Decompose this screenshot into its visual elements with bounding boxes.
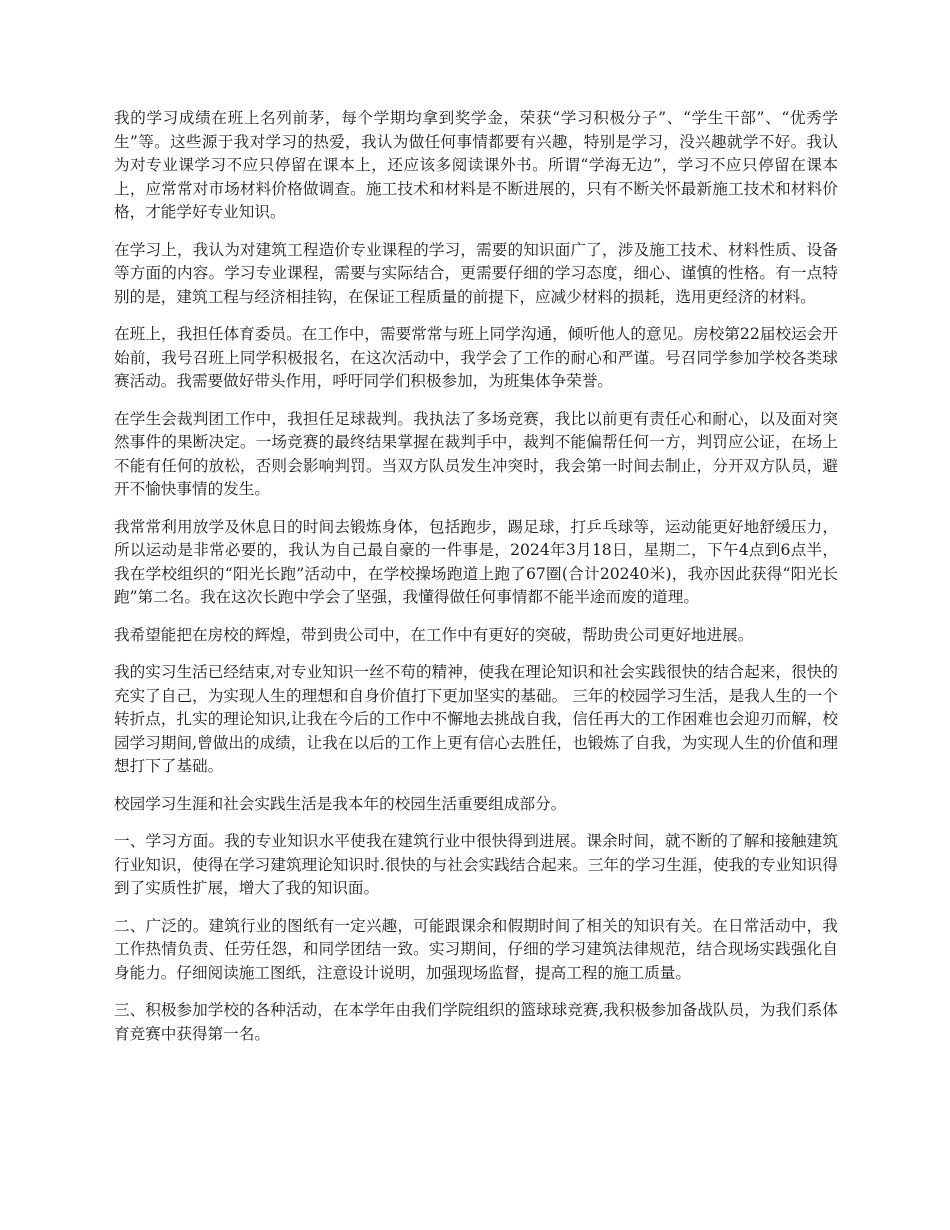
paragraph: 在班上，我担任体育委员。在工作中，需要常常与班上同学沟通，倾听他人的意见。房校第22届校运会开始前，我号召班上同学积极报名，在这次活动中，我学会了工作的耐心和严谨。号召同学参加学校各类球赛活动。我需要做好带头作用，呼吁同学们积极参加，为班集体争荣誉。 — [114, 325, 838, 390]
paragraph: 在学生会裁判团工作中，我担任足球裁判。我执法了多场竞赛，我比以前更有责任心和耐心，以及面对突然事件的果断决定。一场竞赛的最终结果掌握在裁判手中，裁判不能偏帮任何一方，判罚应公证，在场上不能有任何的放松，否则会影响判罚。当双方队员发生冲突时，我会第一时间去制止，分开双方队员，避开不愉快事情的发生。 — [114, 409, 838, 498]
paragraph: 我的学习成绩在班上名列前茅，每个学期均拿到奖学金，荣获“学习积极分子”、“学生干部”、“优秀学生”等。这些源于我对学习的热爱，我认为做任何事情都要有兴趣，特别是学习，没兴趣就学不好。我认为对专业课学习不应只停留在课本上，还应该多阅读课外书。所谓“学海无边”，学习不应只停留在课本上，应常常对市场材料价格做调查。施工技术和材料是不断进展的，只有不断关怀最新施工技术和材料价格，才能学好专业知识。 — [114, 109, 838, 221]
paragraph: 三、积极参加学校的各种活动，在本学年由我们学院组织的篮球球竞赛,我积极参加备战队员，为我们系体育竞赛中获得第一名。 — [114, 1001, 838, 1043]
paragraph: 我的实习生活已经结束,对专业知识一丝不苟的精神，使我在理论知识和社会实践很快的结合起来，很快的充实了自己，为实现人生的理想和自身价值打下更加坚实的基础。 三年的校园学习生活，是我人生的一个转折点，扎实的理论知识,让我在今后的工作中不懈地去挑战自我，信任再大的工作困难也会迎刃而解，校园学习期间,曾做出的成绩，让我在以后的工作上更有信心去胜任，也锻炼了自我，为实现人生的价值和理想打下了基础。 — [114, 663, 838, 775]
paragraph: 我常常利用放学及休息日的时间去锻炼身体，包括跑步，踢足球，打乒乓球等，运动能更好地舒缓压力，所以运动是非常必要的，我认为自己最自豪的一件事是，2024年3月18日，星期二，下午4点到6点半，我在学校组织的“阳光长跑”活动中，在学校操场跑道上跑了67圈(合计20240米)，我亦因此获得“阳光长跑”第二名。我在这次长跑中学会了坚强，我懂得做任何事情都不能半途而废的道理。 — [114, 517, 838, 606]
paragraph: 校园学习生涯和社会实践生活是我本年的校园生活重要组成部分。 — [114, 794, 567, 813]
document-body — [114, 107, 838, 1060]
paragraph: 在学习上，我认为对建筑工程造价专业课程的学习，需要的知识面广了，涉及施工技术、材料性质、设备等方面的内容。学习专业课程，需要与实际结合，更需要仔细的学习态度，细心、谨慎的性格。有一点特别的是，建筑工程与经济相挂钩，在保证工程质量的前提下，应减少材料的损耗，选用更经济的材料。 — [114, 240, 838, 306]
paragraph: 二、广泛的。建筑行业的图纸有一定兴趣，可能跟课余和假期时间了相关的知识有关。在日常活动中，我工作热情负责、任劳任怨，和同学团结一致。实习期间，仔细的学习建筑法律规范，结合现场实践强化自身能力。仔细阅读施工图纸，注意设计说明，加强现场监督，提高工程的施工质量。 — [114, 916, 838, 982]
paragraph: 一、学习方面。我的专业知识水平使我在建筑行业中很快得到进展。课余时间，就不断的了解和接触建筑行业知识，使得在学习建筑理论知识时.很快的与社会实践结合起来。三年的学习生涯，使我的专业知识得到了实质性扩展，增大了我的知识面。 — [114, 832, 838, 897]
paragraph: 我希望能把在房校的辉煌，带到贵公司中，在工作中有更好的突破，帮助贵公司更好地进展。 — [114, 625, 754, 644]
